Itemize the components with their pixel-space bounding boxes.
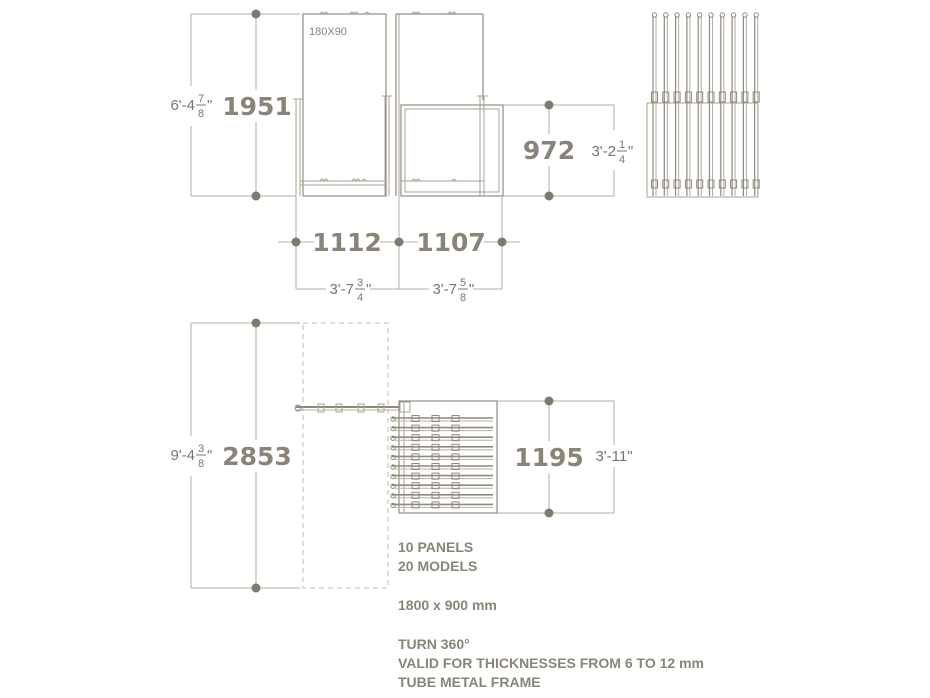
note-turn: TURN 360° (398, 636, 470, 652)
unfolded-outline (303, 323, 388, 588)
svg-text:1: 1 (618, 139, 626, 151)
front-elevation (168, 10, 636, 305)
svg-text:5: 5 (459, 277, 467, 289)
dimension-dot (252, 584, 261, 593)
stacked-panel (663, 13, 669, 196)
left-panel-frame (293, 12, 392, 196)
right-panel-frame (396, 12, 503, 196)
stacked-panels-side-view (647, 13, 759, 197)
stacked-panel-plan (391, 464, 493, 470)
panel-stack-plan (391, 416, 493, 508)
panel-size-label: 180X90 (309, 26, 347, 38)
dimension-dot (545, 397, 554, 406)
stacked-panel-plan (391, 454, 493, 460)
dimension-dot (395, 238, 404, 247)
note-panels: 10 PANELS (398, 539, 474, 555)
svg-text:": " (207, 447, 213, 464)
svg-text:7: 7 (197, 93, 205, 105)
stacked-panel-plan (391, 483, 493, 489)
dimension-dot (292, 238, 301, 247)
spec-notes (398, 539, 704, 690)
stacked-panel-plan (391, 444, 493, 450)
note-thickness: VALID FOR THICKNESSES FROM 6 TO 12 mm (398, 655, 704, 671)
svg-text:6'-4: 6'-4 (170, 97, 195, 114)
dimension-dot (545, 509, 554, 518)
svg-text:3: 3 (356, 277, 364, 289)
dimension-dot (545, 101, 554, 110)
dimension-dot (252, 192, 261, 201)
dimension-dot (498, 238, 507, 247)
height-mm-label: 1951 (222, 92, 292, 121)
stacked-panel-plan (391, 416, 493, 422)
stacked-panel-plan (391, 435, 493, 441)
length-mm-label: 2853 (222, 442, 292, 471)
plan-depth-imperial-label: 3'-11" (595, 448, 633, 465)
svg-text:4: 4 (356, 292, 364, 304)
svg-text:": " (207, 97, 213, 114)
depth-mm-label: 972 (522, 136, 576, 165)
svg-text:": " (366, 281, 372, 298)
stacked-panel (719, 13, 725, 196)
stacked-panel (708, 13, 714, 196)
stacked-panel-plan (391, 425, 493, 431)
dimension-dot (252, 319, 261, 328)
top-rail (295, 404, 400, 412)
width-right-mm-label: 1107 (416, 228, 486, 257)
svg-text:8: 8 (459, 292, 467, 304)
stacked-panel (742, 13, 748, 196)
svg-text:": " (628, 143, 634, 160)
dimension-dot (545, 192, 554, 201)
stacked-panel (697, 13, 703, 196)
svg-text:3: 3 (197, 443, 205, 455)
stacked-panel-plan (391, 473, 493, 479)
note-size: 1800 x 900 mm (398, 597, 497, 613)
note-frame: TUBE METAL FRAME (398, 674, 541, 690)
svg-text:8: 8 (197, 108, 205, 120)
stacked-panel-plan (391, 502, 493, 508)
svg-text:9'-4: 9'-4 (170, 447, 195, 464)
dimension-dot (252, 10, 261, 19)
svg-text:3'-7: 3'-7 (432, 281, 457, 298)
svg-text:3'-7: 3'-7 (329, 281, 354, 298)
plan-depth-mm-label: 1195 (514, 443, 584, 472)
stacked-panel (674, 13, 680, 196)
svg-text:4: 4 (618, 154, 626, 166)
svg-text:8: 8 (197, 458, 205, 470)
stacked-panel (652, 13, 658, 196)
note-models: 20 MODELS (398, 558, 478, 574)
svg-text:": " (469, 281, 475, 298)
width-left-mm-label: 1112 (312, 228, 382, 257)
svg-text:3'-2: 3'-2 (591, 143, 616, 160)
stacked-panel (731, 13, 737, 196)
stacked-panel (685, 13, 691, 196)
stacked-panel-plan (391, 492, 493, 498)
